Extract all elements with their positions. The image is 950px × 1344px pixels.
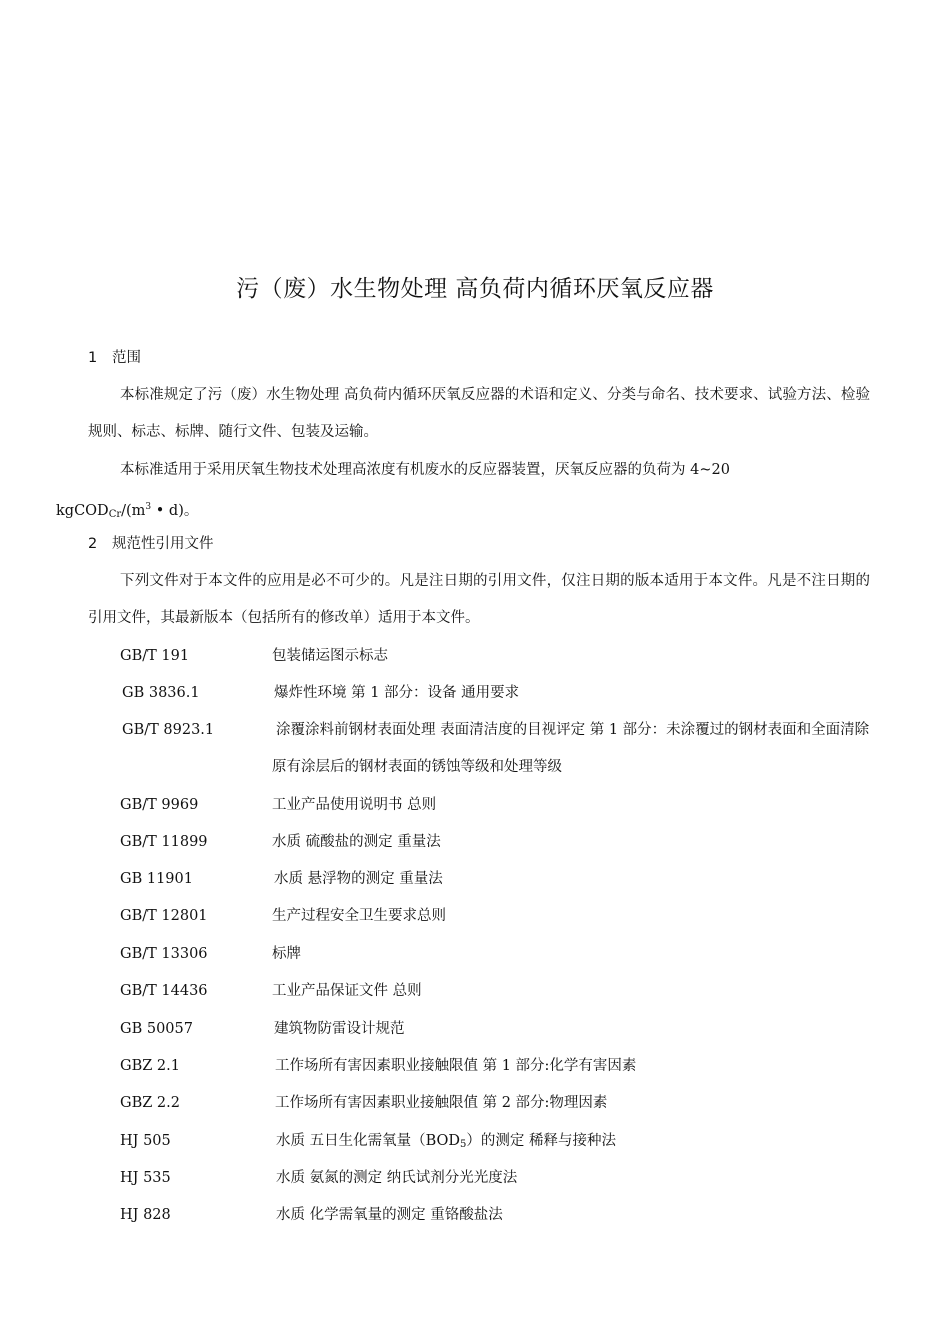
reference-title: 水质 硫酸盐的测定 重量法 <box>272 834 441 850</box>
section-number: 2 <box>88 536 98 552</box>
reference-title: 标牌 <box>272 946 301 962</box>
reference-code: HJ 828 <box>120 1207 171 1223</box>
reference-code: GB 50057 <box>120 1021 193 1037</box>
reference-title: 生产过程安全卫生要求总则 <box>272 908 446 924</box>
reference-title: 涂覆涂料前钢材表面处理 表面清洁度的目视评定 第 1 部分：未涂覆过的钢材表面和全面清除原有涂层后的钢材表面的锈蚀等级和处理等级 <box>272 722 870 775</box>
section-heading-scope <box>88 347 141 369</box>
reference-code: GB/T 9969 <box>120 797 199 813</box>
reference-code: GBZ 2.1 <box>120 1058 180 1074</box>
reference-code: GB 11901 <box>120 871 193 887</box>
references-intro-paragraph: 下列文件对于本文件的应用是必不可少的。凡是注日期的引用文件，仅注日期的版本适用于本文件。凡是不注日期的引用文件，其最新版本（包括所有的修改单）适用于本文件。 <box>88 573 870 626</box>
section-number: 1 <box>88 350 98 366</box>
reference-title: 水质 氨氮的测定 纳氏试剂分光光度法 <box>276 1170 518 1186</box>
section-heading-normative-references <box>88 533 214 555</box>
reference-code: HJ 505 <box>120 1133 171 1149</box>
reference-title: 水质 悬浮物的测定 重量法 <box>274 871 443 887</box>
load-unit: $kgCOD_{Cr}/(m^3$ • d)。 <box>56 502 199 520</box>
reference-code: GB/T 14436 <box>120 983 208 999</box>
scope-paragraph-2 <box>56 452 870 533</box>
reference-title: 水质 化学需氧量的测定 重铬酸盐法 <box>276 1207 503 1223</box>
reference-code: GB/T 13306 <box>120 946 208 962</box>
reference-title: 水质 五日生化需氧量$(BOD_5)$的测定 稀释与接种法 <box>276 1133 617 1150</box>
reference-title: 包装储运图示标志 <box>272 648 388 664</box>
scope-paragraph-1: 本标准规定了污（废）水生物处理 高负荷内循环厌氧反应器的术语和定义、分类与命名、技术要求、试验方法、检验规则、标志、标牌、随行文件、包装及运输。 <box>88 387 870 440</box>
reference-code: HJ 535 <box>120 1170 171 1186</box>
section-title: 范围 <box>112 350 141 366</box>
reference-title: 爆炸性环境 第 1 部分：设备 通用要求 <box>274 685 520 701</box>
reference-code: GB/T 191 <box>120 648 190 664</box>
section-title: 规范性引用文件 <box>112 536 214 552</box>
document-title: 污（废）水生物处理 高负荷内循环厌氧反应器 <box>236 276 714 302</box>
reference-title: 建筑物防雷设计规范 <box>274 1021 405 1037</box>
reference-code: GBZ 2.2 <box>120 1095 180 1111</box>
reference-code: GB/T 12801 <box>120 908 208 924</box>
scope-paragraph-2-text: 本标准适用于采用厌氧生物技术处理高浓度有机废水的反应器装置，厌氧反应器的负荷为 4~20 <box>120 462 730 478</box>
reference-code: GB 3836.1 <box>122 685 200 701</box>
reference-code: GB/T 11899 <box>120 834 208 850</box>
reference-title: 工业产品使用说明书 总则 <box>272 797 437 813</box>
reference-title: 工作场所有害因素职业接触限值 第 1 部分:化学有害因素 <box>275 1058 637 1074</box>
reference-title: 工业产品保证文件 总则 <box>272 983 422 999</box>
reference-code: GB/T 8923.1 <box>122 722 215 738</box>
reference-title: 工作场所有害因素职业接触限值 第 2 部分:物理因素 <box>275 1095 608 1111</box>
